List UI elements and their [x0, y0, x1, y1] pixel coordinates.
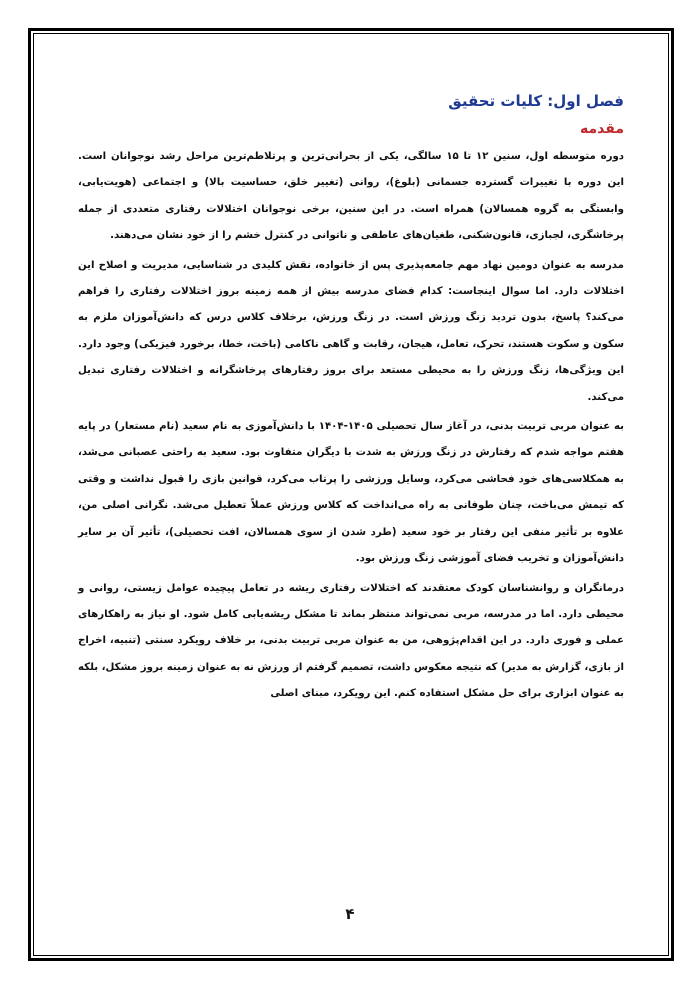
section-title: مقدمه: [580, 121, 624, 137]
paragraph-4: درمانگران و روانشناسان کودک معتقدند که اختلالات رفتاری ریشه در تعامل پیچیده عوامل زیستی، روانی و محیطی دارد. اما در مدرسه، مربی نمی‌تواند منتظر بماند تا مشکل ریشه‌یابی کامل شود. او نیاز به راهکارهای عملی و فوری دارد. در این اقدام‌پژوهی، من به عنوان مربی تربیت بدنی، بر خلاف رویکرد سنتی (تنبیه، اخراج از بازی، گزارش به مدیر) که نتیجه معکوس داشت، تصمیم گرفتم از ورزش نه به عنوان زمینه بروز مشکل، بلکه به عنوان ابزاری برای حل مشکل استفاده کنم. این رویکرد، مبنای اصلی: [78, 582, 624, 700]
page-number: ۴: [345, 905, 355, 923]
paragraph-3: به عنوان مربی تربیت بدنی، در آغاز سال تحصیلی ۱۴۰۵-۱۴۰۴ با دانش‌آموزی به نام سعید (نام مستعار) در پایه هفتم مواجه شدم که رفتارش در زنگ ورزش به شدت با دیگران متفاوت بود. سعید به راحتی عصبانی می‌شد، به همکلاسی‌های خود فحاشی می‌کرد، وسایل ورزشی را پرتاب می‌کرد، قوانین بازی را قبول نداشت و وقتی که تیمش می‌باخت، چنان طوفانی به راه می‌انداخت که کلاس ورزش عملاً تعطیل می‌شد. نگرانی اصلی من، علاوه بر تأثیر منفی این رفتار بر خود سعید (طرد شدن از سوی همسالان، افت تحصیلی)، تأثیر آن بر سایر دانش‌آموزان و تخریب فضای آموزشی زنگ ورزش بود.: [78, 421, 624, 565]
paragraph-1: دوره متوسطه اول، سنین ۱۲ تا ۱۵ سالگی، یکی از بحرانی‌ترین و پرتلاطم‌ترین مراحل رشد نوجوانان است. این دوره با تغییرات گسترده جسمانی (بلوغ)، روانی (تغییر خلق، حساسیت بالا) و اجتماعی (هویت‌یابی، وابستگی به گروه همسالان) همراه است. در این سنین، برخی نوجوانان اختلالات رفتاری متعددی از جمله پرخاشگری، لجبازی، قانون‌شکنی، طغیان‌های عاطفی و ناتوانی در کنترل خشم را از خود نشان می‌دهند.: [78, 151, 625, 242]
page-content: [78, 90, 624, 711]
paragraph-2: مدرسه به عنوان دومین نهاد مهم جامعه‌پذیری پس از خانواده، نقش کلیدی در شناسایی، مدیریت و اصلاح این اختلالات دارد. اما سوال اینجاست: کدام فضای مدرسه بیش از همه زمینه بروز اختلالات رفتاری را فراهم می‌کند؟ پاسخ، بدون تردید زنگ ورزش است. در زنگ ورزش، برخلاف کلاس درس که دانش‌آموزان ملزم به سکون و سکوت هستند، تحرک، تعامل، هیجان، رقابت و گاهی ناکامی (باخت، خطا، برخورد فیزیکی) وجود دارد. این ویژگی‌ها، زنگ ورزش را به محیطی مستعد برای بروز رفتارهای پرخاشگرانه و اختلالات رفتاری تبدیل می‌کند.: [78, 259, 624, 403]
chapter-title: فصل اول: کلیات تحقیق: [448, 92, 624, 110]
